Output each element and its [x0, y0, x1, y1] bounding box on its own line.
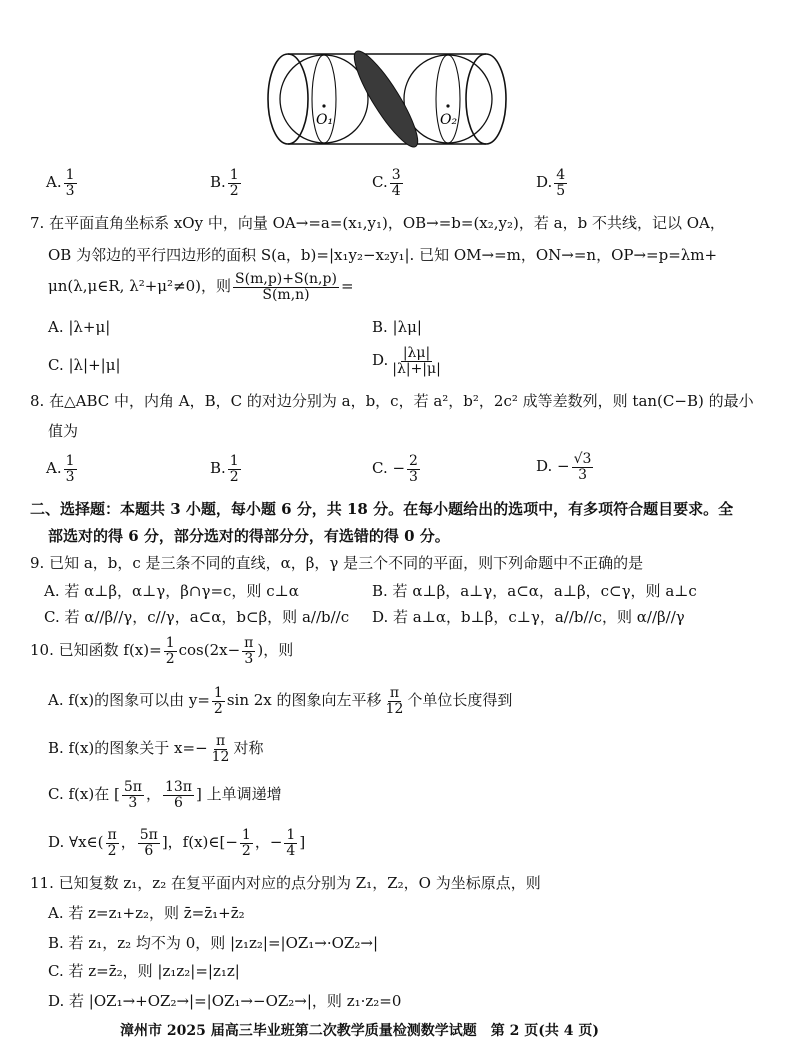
- q8-option-a: A. $\frac{1}{3}$: [46, 453, 75, 485]
- cylinder-spheres-figure: [250, 48, 522, 150]
- q7-line3: μn(λ,μ∈R, λ²+μ²≠0)，则 $\frac{S(m,p)+S(n,p)}{S(m,n)}$ =: [48, 271, 354, 303]
- q7-option-d: D. $\frac{|\lambda\mu|}{|\lambda|+|\mu|}$: [372, 345, 441, 377]
- q6-option-d: D. $\frac{4}{5}$: [536, 167, 566, 199]
- q8-line1: 8. 在△ABC 中，内角 A，B，C 的对边分别为 a，b，c，若 a²，b²，2c² 成等差数列，则 tan(C−B) 的最小: [30, 392, 754, 410]
- q8-line2: 值为: [48, 422, 79, 440]
- q9-stem: 9. 已知 a，b，c 是三条不同的直线，α，β，γ 是三个不同的平面，则下列命题中不正确的是: [30, 554, 644, 572]
- q6-option-c: C. $\frac{3}{4}$: [372, 167, 401, 199]
- q6-option-a: A. $\frac{1}{3}$: [46, 167, 75, 199]
- q9-option-c: C. 若 α//β//γ，c//γ，a⊂α，b⊂β，则 a//b//c: [44, 608, 350, 626]
- section2-heading: 二、选择题：本题共 3 小题，每小题 6 分，共 18 分。在每小题给出的选项中，有多项符合题目要求。全: [30, 500, 734, 518]
- q11-option-b: B. 若 z₁，z₂ 均不为 0，则 |z₁z₂|=|OZ₁→·OZ₂→|: [48, 934, 378, 952]
- section2-instructions: 部选对的得 6 分，部分选对的得部分分，有选错的得 0 分。: [48, 527, 450, 545]
- q7-line2: OB 为邻边的平行四边形的面积 S(a，b)=|x₁y₂−x₂y₁|. 已知 OM→=m，ON→=n，OP→=p=λm+: [48, 246, 718, 264]
- q8-option-c: C. − $\frac{2}{3}$: [372, 453, 418, 485]
- q9-option-a: A. 若 α⊥β，α⊥γ，β∩γ=c，则 c⊥α: [44, 582, 299, 600]
- q6-option-b: B. $\frac{1}{2}$: [210, 167, 239, 199]
- q9-option-b: B. 若 α⊥β，a⊥γ，a⊂α，a⊥β，c⊂γ，则 a⊥c: [372, 582, 697, 600]
- q8-option-d: D. − $\frac{√3}{3}$: [536, 451, 592, 483]
- q10-option-d: D. ∀x∈( $\frac{\pi}{2}$ ， $\frac{5\pi}{6}$ ]，f(x)∈[− $\frac{1}{2}$ ，− $\frac{1}{4}$ ]: [48, 827, 306, 859]
- q11-option-a: A. 若 z=z₁+z₂，则 z̄=z̄₁+z̄₂: [48, 904, 245, 922]
- q9-option-d: D. 若 a⊥α，b⊥β，c⊥γ，a//b//c，则 α//β//γ: [372, 608, 685, 626]
- page-footer: 漳州市 2025 届高三毕业班第二次教学质量检测数学试题 第 2 页(共 4 页): [120, 1023, 599, 1039]
- q8-option-b: B. $\frac{1}{2}$: [210, 453, 239, 485]
- q10-option-c: C. f(x)在 [ $\frac{5\pi}{3}$ ， $\frac{13\pi}{6}$ ] 上单调递增: [48, 779, 282, 811]
- q10-stem: 10. 已知函数 f(x)= $\frac{1}{2}$ cos(2x− $\frac{\pi}{3}$ )，则: [30, 635, 294, 667]
- o1-label: O₁: [316, 112, 334, 128]
- q11-option-c: C. 若 z=z̄₂，则 |z₁z₂|=|z₁z|: [48, 962, 240, 980]
- q7-option-c: C. |λ|+|μ|: [48, 356, 121, 374]
- q11-stem: 11. 已知复数 z₁，z₂ 在复平面内对应的点分别为 Z₁，Z₂，O 为坐标原点，则: [30, 874, 541, 892]
- q11-option-d: D. 若 |OZ₁→+OZ₂→|=|OZ₁→−OZ₂→|，则 z₁·z₂=0: [48, 992, 402, 1010]
- q10-option-b: B. f(x)的图象关于 x=− $\frac{\pi}{12}$ 对称: [48, 733, 264, 765]
- o2-label: O₂: [440, 112, 458, 128]
- q7-option-b: B. |λμ|: [372, 318, 422, 336]
- q7-line1: 7. 在平面直角坐标系 xOy 中，向量 OA→=a=(x₁,y₁)，OB→=b=(x₂,y₂)，若 a，b 不共线，记以 OA，: [30, 214, 725, 232]
- q10-option-a: A. f(x)的图象可以由 y= $\frac{1}{2}$ sin 2x 的图象向左平移 $\frac{\pi}{12}$ 个单位长度得到: [48, 685, 513, 717]
- q7-option-a: A. |λ+μ|: [48, 318, 111, 336]
